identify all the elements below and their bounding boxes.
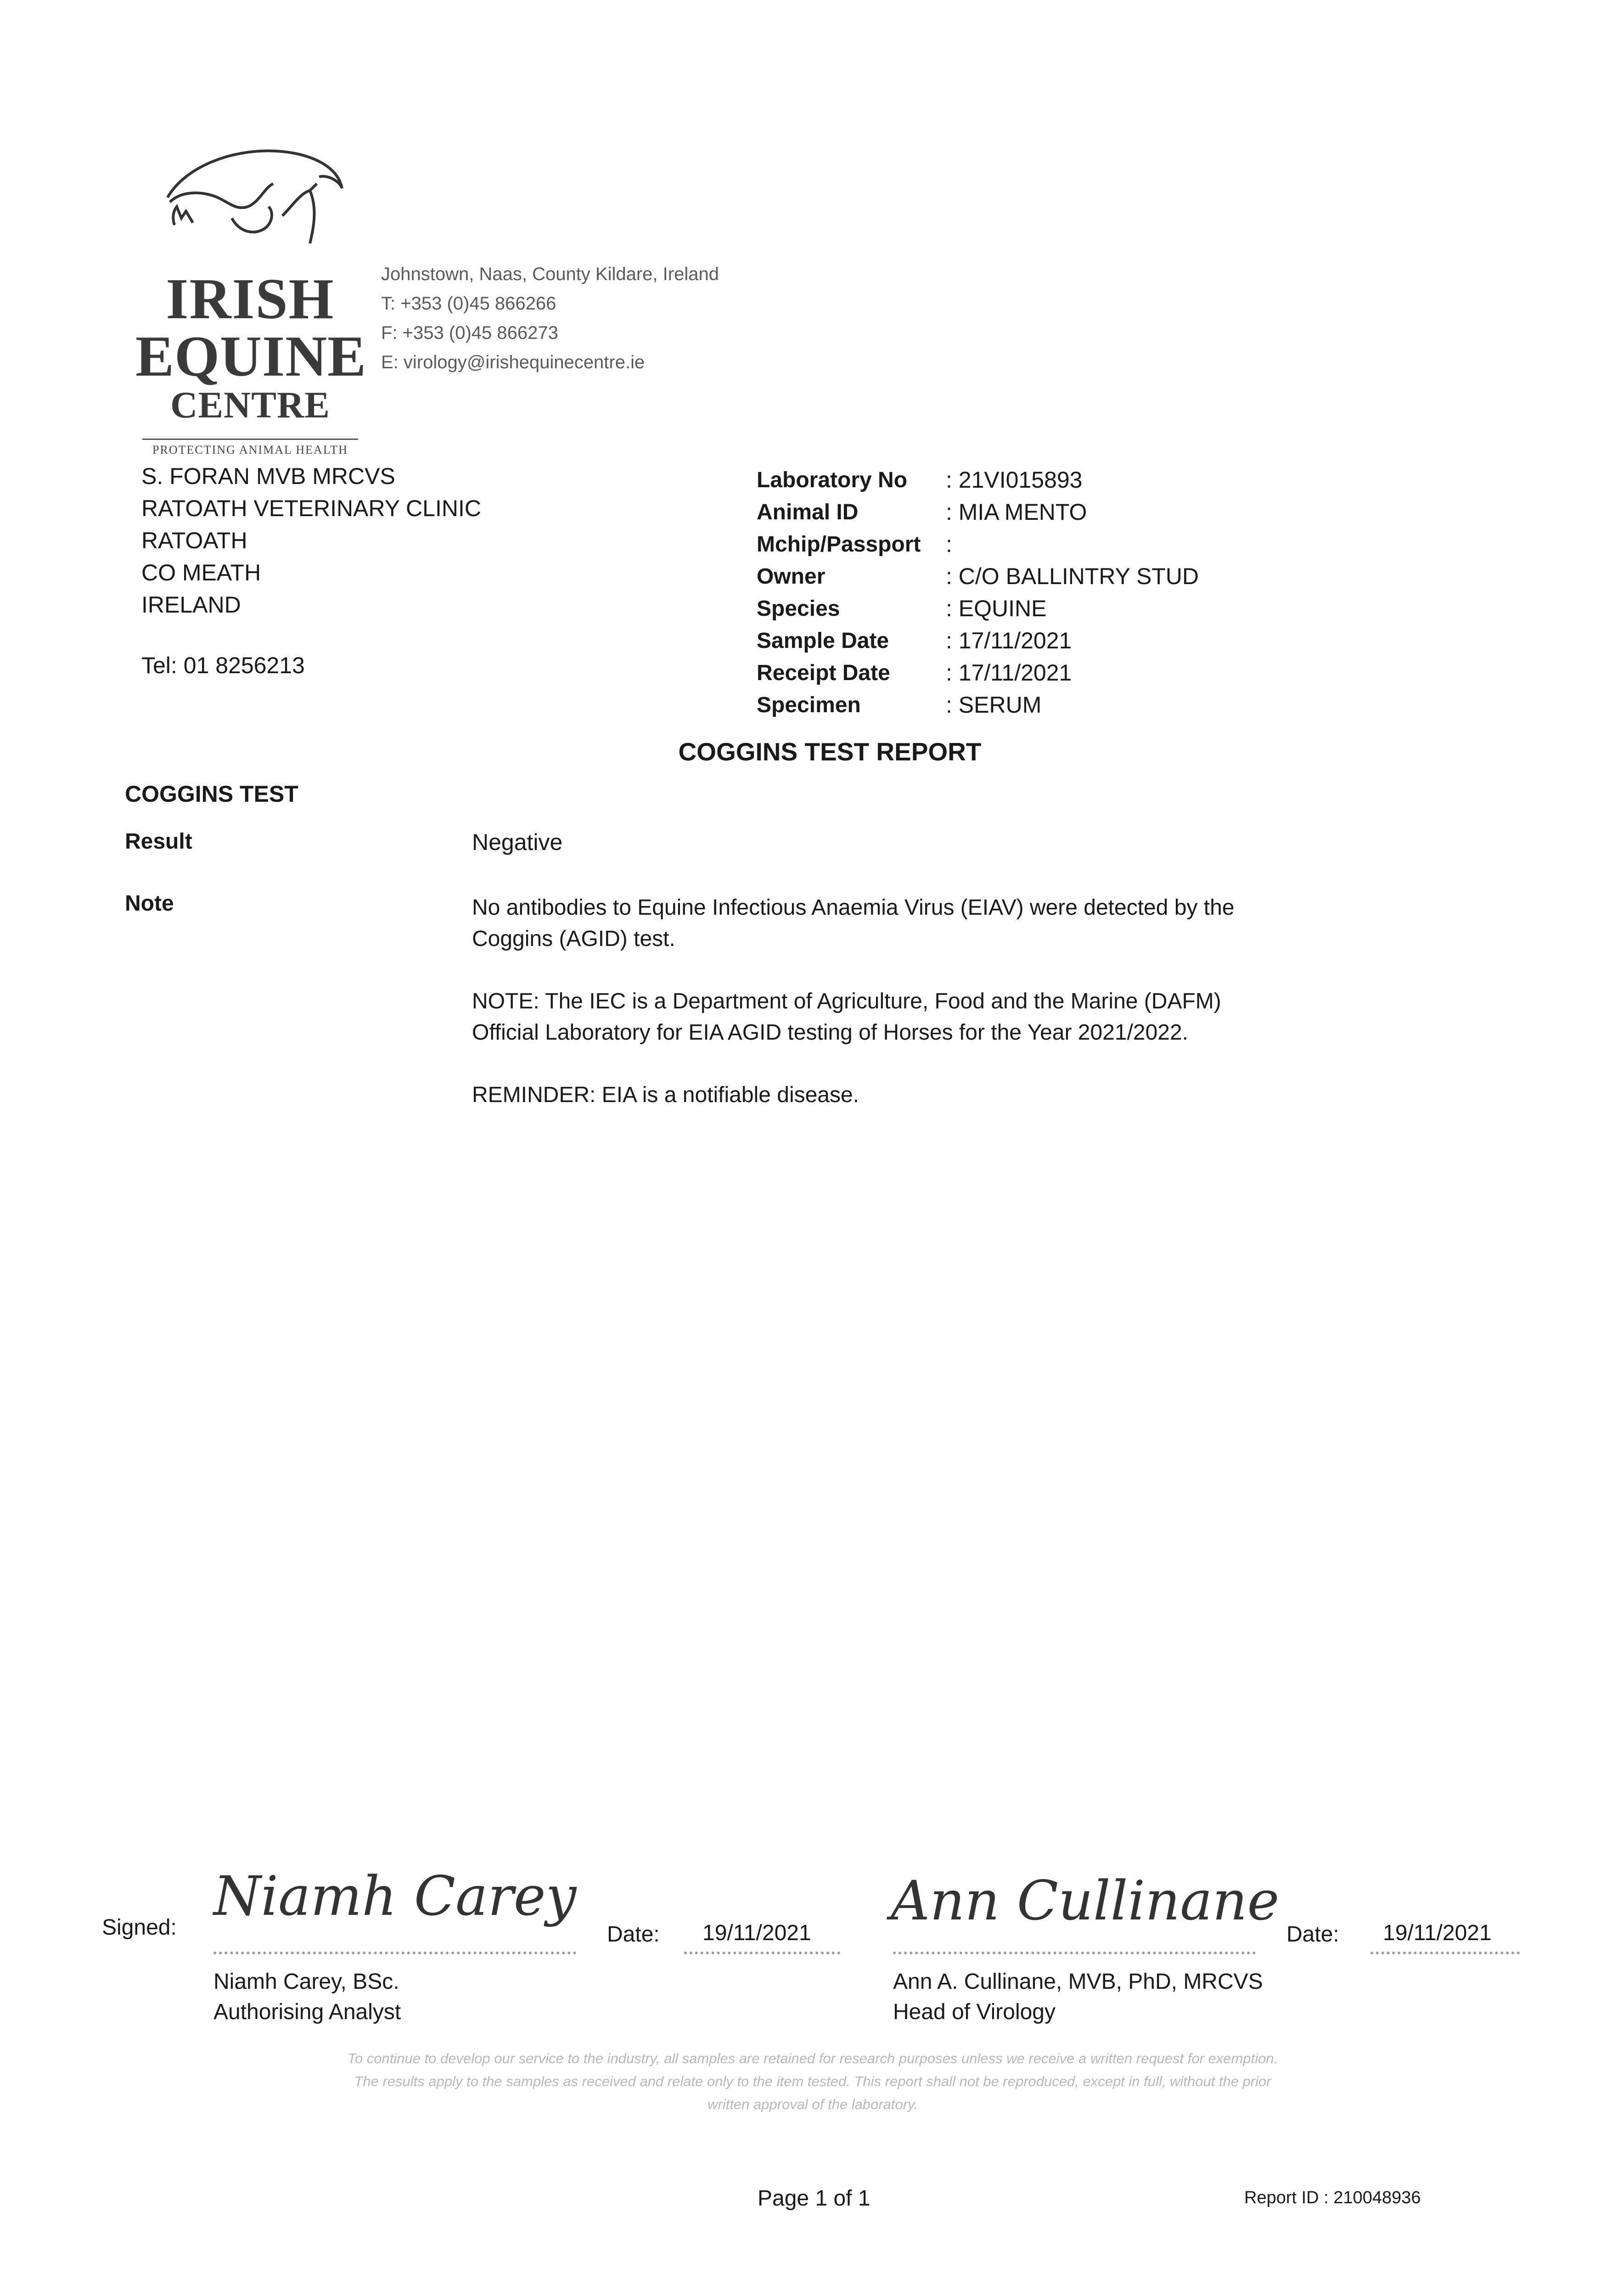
lab-detail-value: :: [946, 531, 952, 557]
logo-word-equine: EQUINE: [135, 325, 367, 388]
disclaimer-line: written approval of the laboratory.: [708, 2096, 918, 2112]
lab-detail-row: [757, 464, 1199, 496]
lab-detail-label: Mchip/Passport: [757, 532, 921, 557]
lab-detail-row: [757, 560, 1199, 592]
result-value: Negative: [472, 829, 563, 855]
horse-logo-icon: [135, 138, 365, 266]
signature-line-right: [893, 1952, 1256, 1954]
addressee-line: IRELAND: [141, 592, 241, 618]
lab-detail-row: [757, 592, 1199, 625]
lab-detail-value: : C/O BALLINTRY STUD: [946, 563, 1199, 589]
date-label-left: Date:: [607, 1922, 660, 1947]
logo-word-irish: IRISH: [166, 267, 335, 331]
addressee-line: CO MEATH: [141, 560, 261, 585]
report-id: Report ID : 210048936: [1244, 2188, 1421, 2207]
disclaimer-line: The results apply to the samples as received and relate only to the item tested. This report shall not be reproduced, except in full, without the prior: [354, 2073, 1271, 2089]
signature-ann-cullinane: Ann Cullinane: [891, 1869, 1280, 1932]
logo-tagline: PROTECTING ANIMAL HEALTH: [152, 443, 348, 456]
note-label: Note: [125, 891, 174, 916]
contact-address: Johnstown, Naas, County Kildare, Ireland: [381, 264, 719, 284]
lab-detail-label: Sample Date: [757, 628, 889, 653]
lab-detail-value: : 21VI015893: [946, 467, 1083, 493]
signed-label: Signed:: [102, 1915, 177, 1940]
lab-detail-label: Species: [757, 596, 840, 621]
note-paragraph: No antibodies to Equine Infectious Anaemia Virus (EIAV) were detected by the Coggins (AGID) test.: [472, 895, 1235, 951]
lab-detail-value: : SERUM: [946, 692, 1042, 718]
date-line-right: [1370, 1952, 1520, 1954]
lab-detail-value: : 17/11/2021: [946, 660, 1072, 686]
lab-detail-row: [757, 528, 1199, 560]
logo-word-centre: CENTRE: [170, 384, 330, 426]
lab-detail-row: [757, 689, 1199, 721]
date-line-left: [684, 1952, 840, 1954]
contact-block: [381, 259, 719, 377]
date-label-right: Date:: [1286, 1922, 1339, 1947]
lab-detail-row: [757, 496, 1199, 528]
report-title: COGGINS TEST REPORT: [678, 737, 982, 766]
disclaimer-line: To continue to develop our service to the industry, all samples are retained for research purposes unless we receive a written request for exemption.: [347, 2050, 1278, 2066]
result-label: Result: [125, 829, 192, 854]
contact-phone: T: +353 (0)45 866266: [381, 293, 556, 314]
contact-fax: F: +353 (0)45 866273: [381, 323, 558, 343]
note-paragraph: NOTE: The IEC is a Department of Agriculture, Food and the Marine (DAFM) Official Laboratory for EIA AGID testing of Horses for the Year 2021/2022.: [472, 989, 1221, 1045]
lab-detail-label: Laboratory No: [757, 467, 908, 492]
signatory-name-left: Niamh Carey, BSc.: [213, 1970, 399, 1994]
signature-line-left: [213, 1952, 576, 1954]
section-heading: COGGINS TEST: [125, 781, 298, 807]
addressee-block: [141, 460, 481, 621]
note-body: [472, 892, 1289, 1142]
date-value-right: 19/11/2021: [1383, 1921, 1492, 1945]
signatory-role-right: Head of Virology: [893, 2000, 1056, 2024]
date-value-left: 19/11/2021: [702, 1921, 811, 1945]
signature-niamh-carey: Niamh Carey: [213, 1864, 577, 1928]
addressee-tel: Tel: 01 8256213: [141, 653, 305, 678]
lab-detail-value: : MIA MENTO: [946, 499, 1087, 525]
logo-divider: [142, 439, 358, 440]
irish-equine-centre-logo: [135, 138, 367, 456]
lab-detail-row: [757, 657, 1199, 689]
lab-detail-label: Specimen: [757, 692, 861, 717]
signatory-name-right: Ann A. Cullinane, MVB, PhD, MRCVS: [893, 1970, 1263, 1994]
note-paragraph: REMINDER: EIA is a notifiable disease.: [472, 1083, 859, 1107]
lab-detail-label: Animal ID: [757, 500, 859, 524]
lab-details: [757, 464, 1199, 721]
lab-detail-label: Owner: [757, 564, 826, 589]
addressee-line: RATOATH VETERINARY CLINIC: [141, 495, 481, 521]
lab-detail-label: Receipt Date: [757, 660, 890, 685]
addressee-line: RATOATH: [141, 528, 247, 553]
lab-detail-row: [757, 625, 1199, 657]
signatory-role-left: Authorising Analyst: [213, 2000, 401, 2024]
lab-detail-value: : 17/11/2021: [946, 628, 1072, 653]
disclaimer: [174, 2047, 1451, 2116]
addressee-line: S. FORAN MVB MRCVS: [141, 463, 395, 489]
lab-detail-value: : EQUINE: [946, 596, 1047, 621]
contact-email: E: virology@irishequinecentre.ie: [381, 352, 645, 372]
page-number: Page 1 of 1: [758, 2186, 870, 2211]
